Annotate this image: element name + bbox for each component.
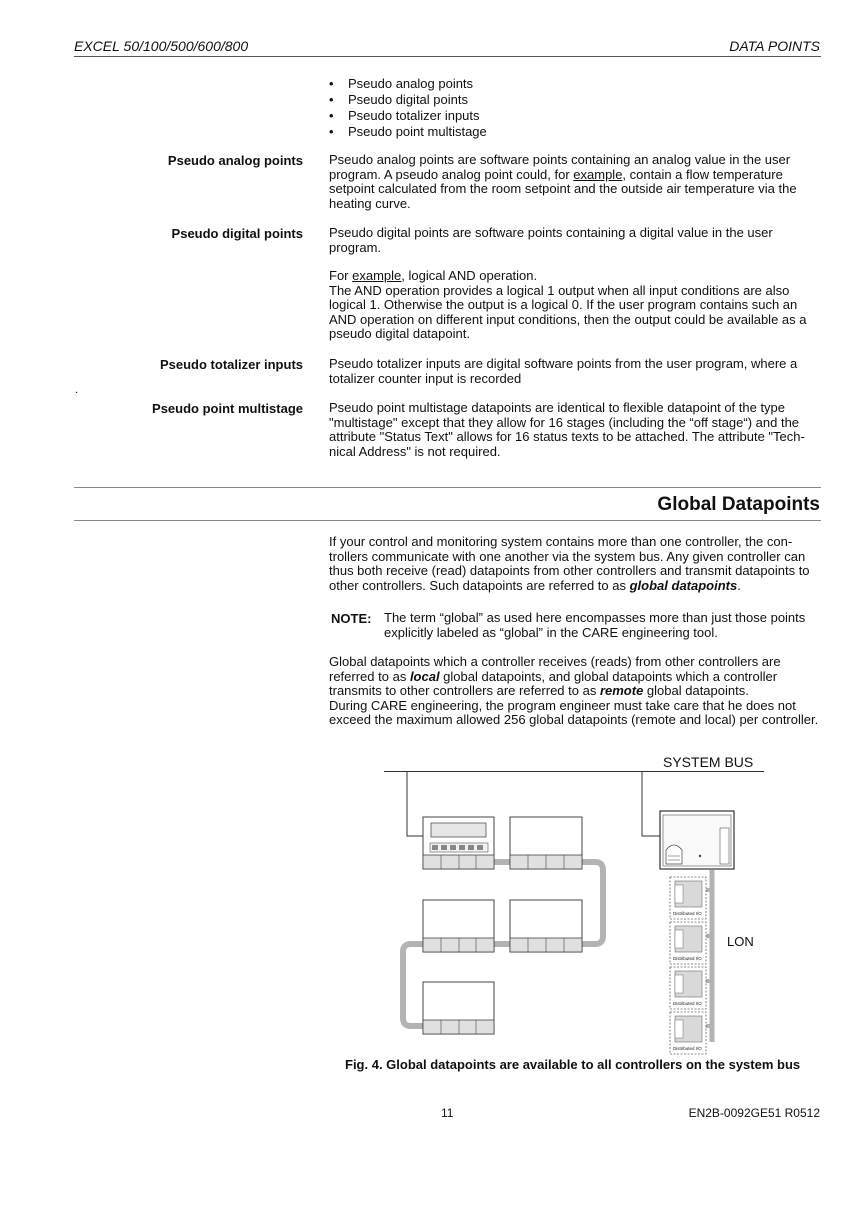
list-item: • Pseudo totalizer inputs bbox=[329, 108, 487, 124]
document-code: EN2B-0092GE51 R0512 bbox=[688, 1106, 820, 1120]
lon-cable-left bbox=[403, 944, 423, 1026]
lon-label: LON bbox=[727, 934, 754, 949]
cabinet-controller bbox=[660, 811, 734, 869]
example-link: example bbox=[352, 268, 402, 283]
para-global-intro: If your control and monitoring system contains more than one controller, the con-trollers communicate with one another via the system bus. Any given controller can thus both receive (read) datapoints from other controllers and transmit datapoints to other controllers. Such datapoints are referred to as global datapoints. bbox=[329, 534, 810, 593]
distributed-io-label: Distributed I/O bbox=[673, 1001, 702, 1006]
para-pseudo-totalizer: Pseudo totalizer inputs are digital software points from the user program, where a totalizer counter input is recorded bbox=[329, 356, 798, 386]
distributed-io-label: Distributed I/O bbox=[673, 911, 702, 916]
header-section: DATA POINTS bbox=[729, 38, 820, 54]
label-pseudo-analog: Pseudo analog points bbox=[167, 153, 303, 168]
controller-with-display bbox=[423, 817, 494, 869]
list-item: • Pseudo analog points bbox=[329, 76, 487, 92]
controller-4 bbox=[510, 900, 582, 952]
bus-drop-left bbox=[407, 772, 423, 836]
example-link: example bbox=[573, 166, 623, 182]
label-pseudo-multistage: Pseudo point multistage bbox=[152, 401, 303, 416]
section-title: Global Datapoints bbox=[657, 494, 820, 515]
controller-5 bbox=[423, 982, 494, 1034]
note-text: The term “global” as used here encompasses more than just those points explicitly labeled as “global” in the CARE engineering tool. bbox=[384, 610, 806, 640]
page-number: 11 bbox=[441, 1106, 454, 1120]
distributed-io-label: Distributed I/O bbox=[673, 1046, 702, 1051]
para-pseudo-digital-example: For example, logical AND operation. The AND operation provides a logical 1 output when all input conditions are also logical 1. Otherwise the output is a logical 0. If the user program contains such an AND operation on different input conditions, then the output could be available as a pseudo digital datapoint. bbox=[329, 268, 807, 342]
header-product: EXCEL 50/100/500/600/800 bbox=[74, 38, 249, 54]
label-pseudo-totalizer: Pseudo totalizer inputs bbox=[159, 357, 303, 372]
distributed-io-module bbox=[670, 922, 706, 964]
controller-2 bbox=[510, 817, 582, 869]
distributed-io-module bbox=[670, 967, 706, 1009]
list-item: • Pseudo digital points bbox=[329, 92, 487, 108]
controller-3 bbox=[423, 900, 494, 952]
distributed-io-module bbox=[670, 1012, 706, 1054]
system-bus-label: SYSTEM BUS bbox=[663, 754, 754, 770]
label-pseudo-digital: Pseudo digital points bbox=[171, 226, 303, 241]
figure-caption: Fig. 4. Global datapoints are available to all controllers on the system bus bbox=[345, 1057, 801, 1072]
list-item: • Pseudo point multistage bbox=[329, 124, 487, 140]
para-pseudo-analog: Pseudo analog points are software points containing an analog value in the user program. A pseudo analog point could, for example, contain a flow temperature setpoint calculated from the room setpoint and the outside air temperature via the heating curve. bbox=[329, 152, 797, 211]
note-label: NOTE: bbox=[331, 611, 372, 626]
para-pseudo-multistage: Pseudo point multistage datapoints are identical to flexible datapoint of the type "multistage" except that they allow for 16 stages (including the “off stage“) and the attribute "Status Text" allows for 16 status texts to be attached. The attribute "Tech-nical Address" is not required. bbox=[329, 400, 805, 459]
bus-drop-right bbox=[642, 772, 660, 836]
distributed-io-module bbox=[670, 877, 706, 919]
distributed-io-label: Distributed I/O bbox=[673, 956, 702, 961]
para-global-local-remote: Global datapoints which a controller receives (reads) from other controllers are referred to as local global datapoints, and global datapoints which a controller transmits to other controllers are referred to as remote global datapoints. During CARE engineering, the program engineer must take care that he does not exceed the maximum allowed 256 global datapoints (remote and local) per controller. bbox=[329, 654, 819, 728]
stray-mark: . bbox=[75, 384, 79, 396]
para-pseudo-digital: Pseudo digital points are software points containing a digital value in the user program. bbox=[329, 225, 773, 255]
